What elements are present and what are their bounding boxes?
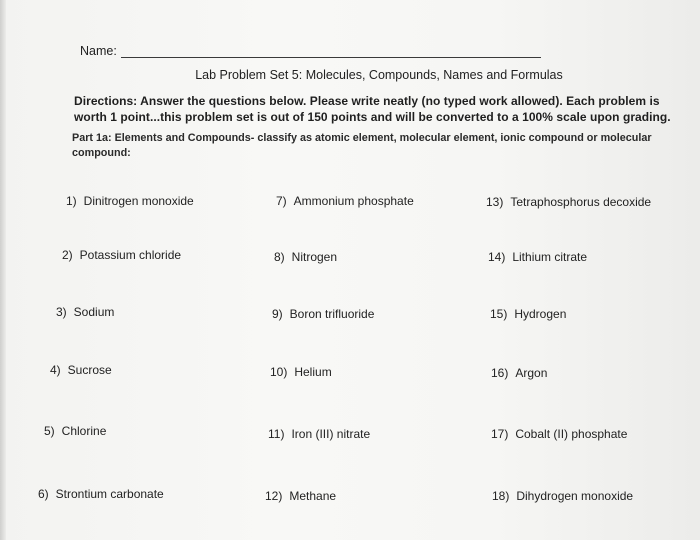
problem-number: 16) <box>491 366 509 380</box>
page-title: Lab Problem Set 5: Molecules, Compounds, Names and Formulas <box>195 68 563 82</box>
problem-label: Argon <box>515 366 548 380</box>
problem-label: Sodium <box>73 305 115 319</box>
problem-number: 15) <box>490 307 508 321</box>
problem-item <box>66 194 194 208</box>
problem-item <box>265 489 336 503</box>
problem-label: Nitrogen <box>291 250 338 264</box>
problem-number: 11) <box>268 427 285 441</box>
problem-item <box>270 365 332 379</box>
problem-number: 4) <box>50 363 61 377</box>
problem-label: Tetraphosphorus decoxide <box>510 195 652 209</box>
problem-label: Cobalt (II) phosphate <box>515 427 628 441</box>
problem-number: 9) <box>272 307 283 321</box>
problem-label: Sucrose <box>67 363 112 377</box>
problem-item <box>38 487 164 501</box>
problem-number: 8) <box>274 250 285 264</box>
problem-item <box>491 427 627 441</box>
problem-label: Methane <box>289 489 337 503</box>
problem-number: 12) <box>265 489 283 503</box>
problem-number: 3) <box>56 305 67 319</box>
problem-number: 14) <box>488 250 506 264</box>
problem-number: 7) <box>276 194 287 208</box>
problem-number: 2) <box>62 248 73 262</box>
problem-number: 13) <box>486 195 504 209</box>
problem-item <box>62 248 181 262</box>
problem-item <box>490 307 566 321</box>
problem-number: 1) <box>66 194 77 208</box>
problem-number: 10) <box>270 365 288 379</box>
problem-number: 5) <box>44 424 55 438</box>
directions-text: Directions: Answer the questions below. Please write neatly (no typed work allowed). Each problem is worth 1 point...this problem set is out of 150 points and will be converted to a 100% scale upon grading. <box>74 94 671 124</box>
name-blank-line[interactable] <box>121 57 541 58</box>
name-label: Name: <box>80 44 117 58</box>
problem-label: Potassium chloride <box>79 248 182 262</box>
problem-item <box>491 366 547 380</box>
problem-label: Helium <box>294 365 332 379</box>
problem-item <box>274 250 337 264</box>
problem-label: Chlorine <box>61 424 107 438</box>
problem-number: 18) <box>492 489 510 503</box>
problem-item <box>44 424 106 438</box>
problem-label: Dihydrogen monoxide <box>516 489 634 503</box>
problem-number: 6) <box>38 487 49 501</box>
problem-label: Boron trifluoride <box>289 307 375 321</box>
problem-item <box>268 427 370 441</box>
problem-label: Hydrogen <box>514 307 567 321</box>
problem-item <box>276 194 414 208</box>
problem-label: Strontium carbonate <box>55 487 164 501</box>
problem-label: Dinitrogen monoxide <box>83 194 194 208</box>
part-1a-instructions: Part 1a: Elements and Compounds- classify as atomic element, molecular element, ionic compound or molecular compound: <box>72 132 652 159</box>
problem-label: Ammonium phosphate <box>293 194 414 208</box>
problem-label: Iron (III) nitrate <box>291 427 371 441</box>
problem-item <box>56 305 114 319</box>
problem-item <box>486 195 651 209</box>
problem-label: Lithium citrate <box>512 250 588 264</box>
problem-item <box>272 307 374 321</box>
problem-item <box>492 489 633 503</box>
problem-number: 17) <box>491 427 509 441</box>
problem-item <box>50 363 112 377</box>
problem-item <box>488 250 587 264</box>
